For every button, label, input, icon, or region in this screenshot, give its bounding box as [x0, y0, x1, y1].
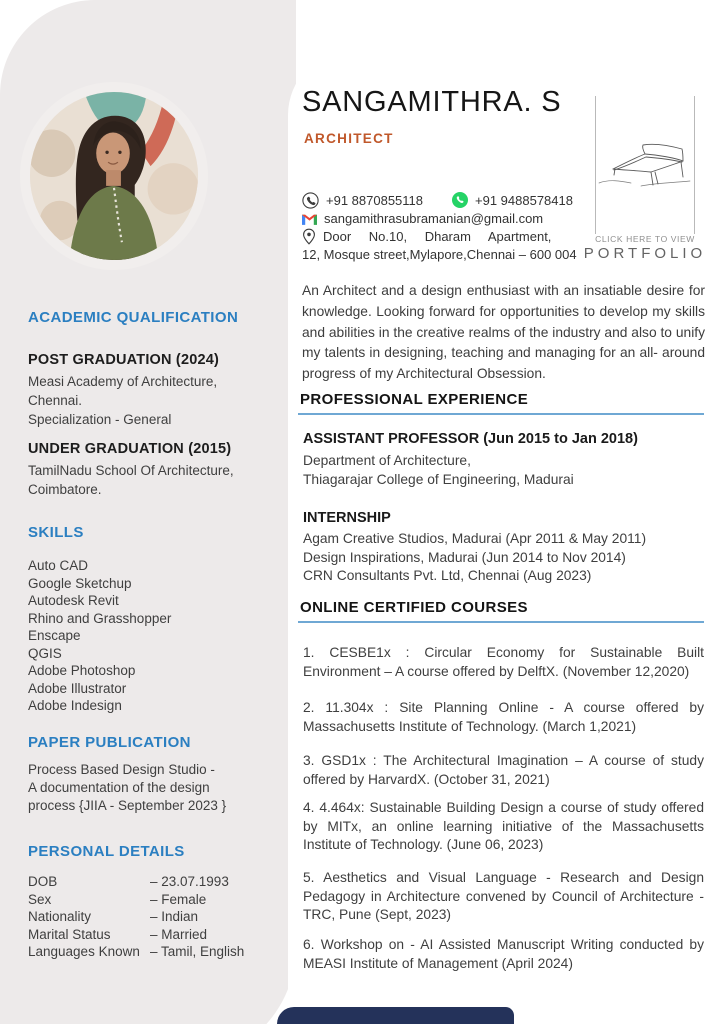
profile-summary: An Architect and a design enthusiast with an insatiable desire for knowledge. Looking forward for opportunities to develop my skills and abilities in the creative realms of the industry and also to unify my talents in designing, teaching and managing for an all- around progress of my Architectural Obsession. [302, 283, 705, 382]
phone-icon [302, 192, 319, 209]
skill-item: Rhino and Grasshopper [28, 610, 172, 626]
professional-experience-heading: PROFESSIONAL EXPERIENCE [300, 391, 529, 408]
course-item: 5. Aesthetics and Visual Language - Research and Design Pedagogy in Architecture convened by Council of Architecture -TRC, Pune (Sept, 2023) [303, 870, 704, 923]
academic-qualification-heading: ACADEMIC QUALIFICATION [28, 309, 239, 326]
job-title: ASSISTANT PROFESSOR (Jun 2015 to Jan 2018) [303, 431, 638, 447]
email-address[interactable]: sangamithrasubramanian@gmail.com [324, 211, 544, 226]
section-divider [298, 413, 704, 415]
personal-row: DOB – 23.07.1993 [28, 874, 229, 889]
personal-details-table [28, 873, 278, 961]
portfolio-sketch [597, 138, 693, 192]
skill-item: Google Sketchup [28, 575, 132, 591]
under-graduation-title: UNDER GRADUATION (2015) [28, 441, 232, 457]
profile-photo-illustration [30, 92, 198, 260]
post-graduation-title: POST GRADUATION (2024) [28, 352, 220, 368]
skill-item: Autodesk Revit [28, 593, 119, 608]
course-item: 6. Workshop on - AI Assisted Manuscript Writing conducted by MEASI Institute of Management (April 2024) [303, 937, 704, 971]
internship-item: Agam Creative Studios, Madurai (Apr 2011 & May 2011) [303, 531, 647, 546]
phone-primary: +91 8870855118 [326, 193, 423, 208]
internship-item: CRN Consultants Pvt. Ltd, Chennai (Aug 2023) [303, 568, 592, 583]
portfolio-cta-small[interactable]: CLICK HERE TO VIEW [595, 234, 695, 244]
post-graduation-details: Measi Academy of Architecture, Chennai. Specialization - General [28, 374, 218, 427]
skill-item: Auto CAD [28, 558, 89, 573]
personal-details-heading: PERSONAL DETAILS [28, 843, 185, 860]
role-title: ARCHITECT [304, 131, 394, 146]
whatsapp-row [452, 192, 573, 208]
skills-list [28, 557, 171, 715]
email-row[interactable] [302, 211, 543, 226]
course-item: 3. GSD1x : The Architectural Imagination – A course of study offered by HarvardX. (October 31, 2021) [303, 753, 704, 787]
personal-row: Marital Status – Married [28, 926, 208, 942]
portfolio-cta-large[interactable]: PORTFOLIO [583, 245, 707, 262]
phone-whatsapp: +91 9488578418 [475, 192, 573, 208]
paper-publication-heading: PAPER PUBLICATION [28, 734, 191, 751]
location-pin-icon [302, 228, 316, 245]
address-line-1: Door No.10, Dharam Apartment, [323, 229, 552, 244]
skill-item: QGIS [28, 645, 62, 661]
course-item: 2. 11.304x : Site Planning Online - A course offered by Massachusetts Institute of Technology. (March 1,2021) [303, 700, 704, 734]
personal-row: Languages Known – Tamil, English [28, 944, 245, 959]
whatsapp-icon [452, 192, 468, 208]
portfolio-link[interactable] [595, 96, 695, 234]
skill-item: Enscape [28, 628, 81, 643]
personal-row: Sex – Female [28, 891, 207, 907]
job-details: Department of Architecture, Thiagarajar College of Engineering, Madurai [303, 453, 574, 487]
section-divider [298, 621, 704, 623]
skill-item: Adobe Illustrator [28, 680, 127, 696]
internship-heading: INTERNSHIP [303, 510, 391, 526]
candidate-name: SANGAMITHRA. S [302, 86, 562, 118]
address-line-2: 12, Mosque street,Mylapore,Chennai – 600 004 [302, 247, 577, 262]
gmail-icon [302, 213, 317, 225]
address-row-1 [302, 228, 551, 245]
course-item: 4. 4.464x: Sustainable Building Design a course of study offered by MITx, an online learning initiative of the Massachusetts Institute of Technology. (June 06, 2023) [303, 800, 704, 853]
paper-publication-details: Process Based Design Studio - A documentation of the design process {JIIA - September 2023 } [28, 762, 227, 813]
personal-row: Nationality – Indian [28, 909, 199, 924]
under-graduation-details: TamilNadu School Of Architecture, Coimbatore. [28, 463, 234, 497]
bottom-accent-shape [277, 1007, 514, 1024]
phone-row [302, 192, 423, 209]
skills-heading: SKILLS [28, 524, 84, 541]
skill-item: Adobe Photoshop [28, 663, 136, 678]
online-courses-heading: ONLINE CERTIFIED COURSES [300, 599, 528, 616]
course-item: 1. CESBE1x : Circular Economy for Sustainable Built Environment – A course offered by DelftX. (November 12,2020) [303, 645, 704, 679]
skill-item: Adobe Indesign [28, 698, 122, 713]
internship-item: Design Inspirations, Madurai (Jun 2014 to Nov 2014) [303, 549, 626, 565]
profile-photo [30, 92, 198, 260]
internship-list [303, 530, 646, 586]
